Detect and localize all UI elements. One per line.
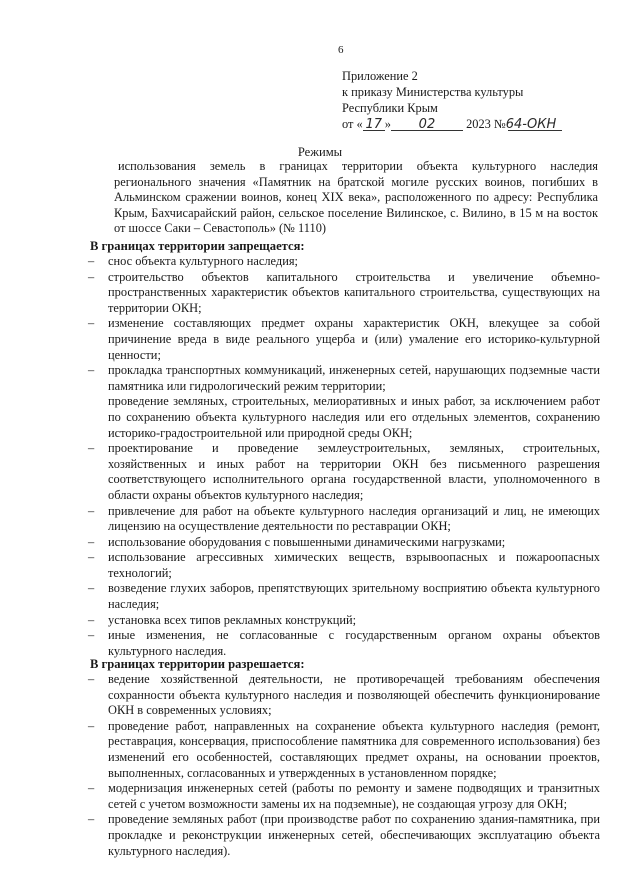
list-dash: – <box>88 503 95 518</box>
list-item: – установка всех типов рекламных конструкций; <box>88 612 357 627</box>
order-line <box>342 116 562 134</box>
preamble-paragraph: использования земель в границах территории объекта культурного наследия регионального значения «Памятник на братской могиле русских воинов, погибших в Альминском сражении воинов, конец XIX века», расположенного по адресу: Республика Крым, Бахчисарайский район, сельское поселение Вилинское, с. Вилино, в 15 м на восток от шоссе Саки – Севастополь» (№ 1110) <box>114 159 598 236</box>
document-title: Режимы <box>297 145 343 159</box>
list-dash: – <box>88 363 95 378</box>
list-item: – иные изменения, не согласованные с государственным органом охраны объектов культурного наследия. <box>88 628 600 658</box>
page-number: 6 <box>338 44 344 56</box>
order-month: 02 <box>418 117 436 132</box>
order-day: 17 <box>365 117 383 132</box>
list-item: – ведение хозяйственной деятельности, не противоречащей требованиям обеспечения сохранности объекта культурного наследия и позволяющей обеспечить функционирование ОКН в современных условиях; <box>88 672 600 718</box>
list-item: – использование агрессивных химических веществ, взрывоопасных и пожароопасных технологий; <box>88 550 600 580</box>
order-mid: » <box>384 117 391 131</box>
appendix-line-2: к приказу Министерства культуры <box>342 85 524 99</box>
list-dash: – <box>88 254 95 268</box>
list-dash: – <box>88 316 95 331</box>
permitted-title: В границах территории разрешается: <box>90 657 305 671</box>
permitted-section <box>88 656 600 859</box>
list-dash: – <box>88 534 95 549</box>
list-item: – прокладка транспортных коммуникаций, инженерных сетей, нарушающих подземные части памятника или гидрологический режим территории; <box>88 363 600 393</box>
list-item: – проектирование и проведение землеустроительных, земляных, строительных, хозяйственных и иных работ на территории ОКН без письменного разрешения соответствующего исполнительного органа государственной власти, уполномоченного в области охраны объектов культурного наследия; <box>88 441 600 502</box>
list-dash: – <box>88 672 95 686</box>
prohibited-section <box>88 238 600 659</box>
prohibited-title: В границах территории запрещается: <box>90 239 305 253</box>
prohibited-list <box>88 254 600 659</box>
list-item: – использование оборудования с повышенными динамическими нагрузками; <box>88 534 506 549</box>
list-item: проведение земляных, строительных, мелиоративных и иных работ, за исключением работ по сохранению объекта культурного наследия или его отдельных элементов, сохранению историко-градостроительной или природной среды ОКН; <box>108 394 600 440</box>
list-dash: – <box>88 718 95 733</box>
order-year: 2023 № <box>466 117 506 131</box>
list-dash: – <box>88 581 95 596</box>
list-dash: – <box>88 550 95 565</box>
list-item: – проведение земляных работ (при производстве работ по сохранению здания-памятника, при прокладке и реконструкции инженерных сетей, обеспечивающих эксплуатацию объекта культурного наследия). <box>88 812 600 858</box>
appendix-line-1: Приложение 2 <box>342 69 418 83</box>
list-dash: – <box>88 812 95 827</box>
order-number: 64-ОКН <box>505 117 557 132</box>
list-dash: – <box>88 269 95 284</box>
list-dash: – <box>88 781 95 796</box>
list-item: – снос объекта культурного наследия; <box>88 254 298 268</box>
list-item: – изменение составляющих предмет охраны характеристик ОКН, влекущее за собой причинение вреда в виде реального ущерба и (или) умаление его историко-культурной ценности; <box>88 316 600 362</box>
list-item: – проведение работ, направленных на сохранение объекта культурного наследия (ремонт, реставрация, консервация, приспособление памятника для современного использования) без изменений его особенностей, составляющих предмет охраны, на основании проектов, выполненных, согласованных и утвержденных в установленном порядке; <box>88 718 600 780</box>
appendix-line-3: Республики Крым <box>342 101 438 115</box>
list-dash: – <box>88 612 95 627</box>
order-prefix: от « <box>342 117 363 131</box>
list-item: – модернизация инженерных сетей (работы по ремонту и замене подводящих и транзитных сетей с учетом возможности замены их на подземные), не создающая угрозу для ОКН; <box>88 781 600 811</box>
permitted-list <box>88 672 600 859</box>
appendix-header <box>342 68 562 134</box>
list-dash: – <box>88 441 95 456</box>
list-item: – возведение глухих заборов, препятствующих зрительному восприятию объекта культурного наследия; <box>88 581 600 612</box>
list-item: – строительство объектов капитального строительства и увеличение объемно-пространственных характеристик объектов капитального строительства, существующих на территории ОКН; <box>88 269 600 315</box>
list-dash: – <box>88 628 95 643</box>
list-item: – привлечение для работ на объекте культурного наследия организаций и лиц, не имеющих лицензию на осуществление деятельности по реставрации ОКН; <box>88 503 600 534</box>
